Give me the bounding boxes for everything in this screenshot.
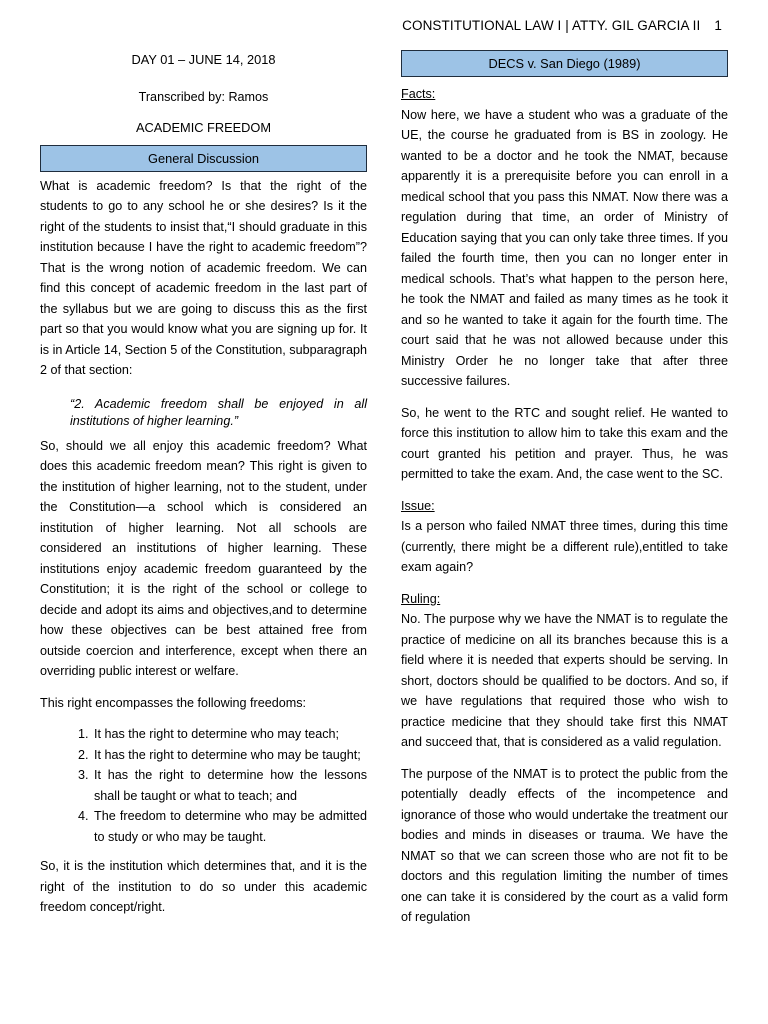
header-title: CONSTITUTIONAL LAW I | ATTY. GIL GARCIA II — [402, 18, 701, 33]
page-header — [402, 18, 722, 33]
list-item: 4. The freedom to determine who may be admitted to study or who may be taught. — [92, 806, 367, 847]
freedoms-list — [40, 724, 367, 847]
paragraph: Now here, we have a student who was a graduate of the UE, the course he graduated from is BS in zoology. He wanted to be a doctor and he took the NMAT, because apparently it is a prerequisite before you can enroll in a medical school that you pass this NMAT. Now there was a regulation during that time, an order of Ministry of Education saying that you can only take three times. If you failed the fourth time, then you can no longer enter in medical schools. That’s what happen to the person here, he took the NMAT and failed as many times as he took it and so he wanted to take it again for the fourth time. The court said that he was not allowed because under this Ministry Order he no longer take that after three successive failures. — [401, 107, 728, 388]
list-item: 2. It has the right to determine who may be taught; — [92, 745, 367, 766]
paragraph: So, it is the institution which determines that, and it is the right of the institution to do so under this academic freedom concept/right. — [40, 859, 367, 914]
paragraph: What is academic freedom? Is that the right of the students to go to any school he or she desires? Is it the right of the students to insist that,“I should graduate in this institution because I have the right to academic freedom”? That is the wrong notion of academic freedom. We can find this concept of academic freedom in the last part of the syllabus but we are going to discuss this as the first part so that you would know what you are signing up for. It is in Article 14, Section 5 of the Constitution, subparagraph 2 of that section: — [40, 178, 367, 377]
paragraph: So, should we all enjoy this academic freedom? What does this academic freedom mean? This right is given to the institution of higher learning, not to the student, under the Constitution—a school which is considered an institution of higher learning. Not all schools are considered an institutions of higher learning. These institutions enjoy academic freedom guaranteed by the Constitution; it is the right of the school or college to decide and adopt its aims and objectives,and to determine how these objectives can be best attained free from outside coercion and interference, except when there an overriding public interest or welfare. — [40, 438, 367, 678]
page-number: 1 — [714, 18, 722, 33]
list-item: 1. It has the right to determine who may teach; — [92, 724, 367, 745]
right-column — [401, 50, 728, 939]
constitution-quote: “2. Academic freedom shall be enjoyed in all institutions of higher learning.” — [70, 396, 367, 428]
paragraph: So, he went to the RTC and sought relief. He wanted to force this institution to allow him to take this exam and the court granted his petition and prayer. Thus, he was permitted to take the exam. And, the case went to the SC. — [401, 405, 728, 481]
section-heading-general-discussion: General Discussion — [40, 145, 367, 172]
transcribed-by: Transcribed by: Ramos — [138, 89, 269, 104]
left-column — [40, 50, 367, 929]
paragraph: The purpose of the NMAT is to protect the public from the potentially deadly effects of the incompetence and ignorance of those who would undertake the treatment our bodies and minds in diseases or trauma. We have the NMAT so that we can screen those who are not fit to be doctors and this regulation limiting the number of times one can take it is considered by the court as a valid form of regulation — [401, 766, 728, 924]
issue-label: Issue: — [401, 498, 435, 513]
topic-title: ACADEMIC FREEDOM — [135, 120, 272, 135]
list-item: 3. It has the right to determine how the lessons shall be taught or what to teach; and — [92, 765, 367, 806]
paragraph: No. The purpose why we have the NMAT is to regulate the practice of medicine on all its branches because this is a field where it is needed that experts should be serving. In short, doctors should be qualified to be doctors. And so, if we have regulations that required those who wish to practice medicine that they should take first this NMAT and succeed that, that is considered as a valid regulation. — [401, 612, 728, 749]
paragraph: Is a person who failed NMAT three times, during this time (currently, there might be a different rule),entitled to take exam again? — [401, 519, 728, 574]
paragraph: This right encompasses the following freedoms: — [40, 695, 306, 710]
section-heading-case: DECS v. San Diego (1989) — [401, 50, 728, 77]
facts-label: Facts: — [401, 87, 436, 101]
day-title: DAY 01 – JUNE 14, 2018 — [131, 52, 276, 67]
ruling-label: Ruling: — [401, 591, 441, 606]
